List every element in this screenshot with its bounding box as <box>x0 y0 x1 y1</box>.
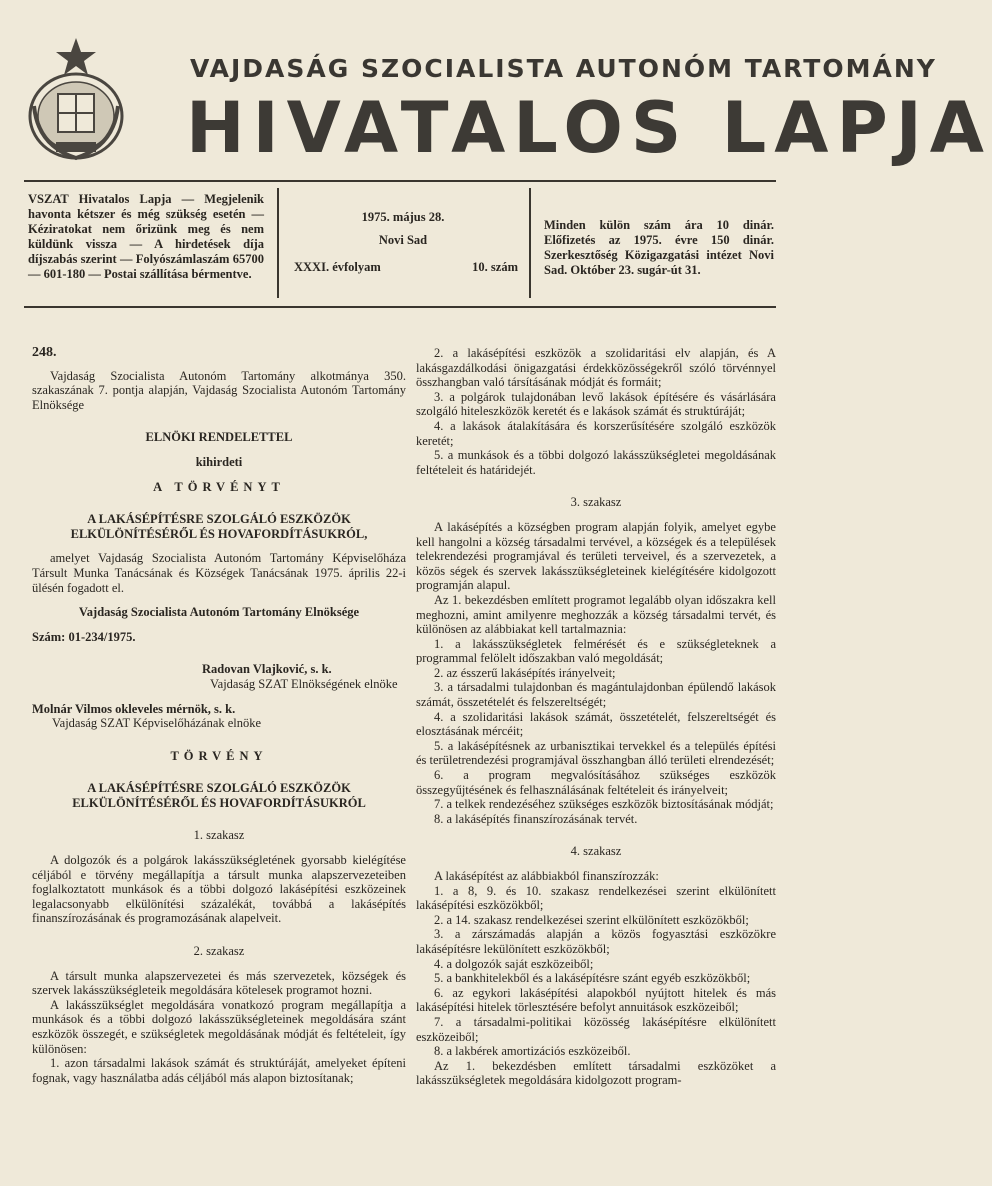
law-heading: TÖRVÉNY <box>170 748 268 763</box>
intro-text: Vajdaság Szocialista Autonóm Tartomány alkotmánya 350. szakaszának 7. pontja alapján, Vajdaság Szocialista Autonóm Tartomány Elnöksége <box>32 368 406 412</box>
law-title: A LAKÁSÉPÍTÉSRE SZOLGÁLÓ ESZKÖZÖK ELKÜLÖNÍTÉSÉRŐL ÉS HOVAFORDÍTÁSUKRÓL, <box>70 512 368 541</box>
issue-place: Novi Sad <box>378 233 428 247</box>
list-a-item-2: 2. a lakásépítési eszközök a szolidaritási elv alapján, és A lakásgazdálkodási önigazgatási érdekközösségekről szóló törvénnyel összhangban való társításának módját és formáit; <box>416 346 776 390</box>
list-b-item-3: 3. a társadalmi tulajdonban és magántulajdonban épülendő lakások számát, összetételét és felszereltségét; <box>416 680 776 710</box>
section-4-paragraph-2: Az 1. bekezdésben említett társadalmi eszközöket a lakásszükségletek megoldására kidolgozott program- <box>416 1058 776 1088</box>
list-b-item-2: 2. az ésszerű lakásépítés irányelveit; <box>434 665 616 680</box>
act-number: 248. <box>32 345 57 360</box>
section-1-text: A dolgozók és a polgárok lakásszükségletének gyorsabb kielégítése céljából e törvény megállapítja a társult munka alapszervezeteiben foglalkoztatott munkások és a többi dolgozó lakásépítési eszközeinek legalacsonyabb elkülönítési százalékát, továbbá a lakásépítés finanszírozásának és programozásának alapelveit. <box>32 853 406 926</box>
announces-text: kihirdeti <box>195 454 243 469</box>
list-c-item-7: 7. a társadalmi-politikai közösség lakásépítésre elkülönített eszközeiből; <box>416 1014 776 1044</box>
masthead-subtitle: VAJDASÁG SZOCIALISTA AUTONÓM TARTOMÁNY <box>190 54 937 83</box>
list-b-item-6: 6. a program megvalósításához szükséges eszközök összegyűjtésének és felhasználásának feltételeit és irányelveit; <box>416 768 776 797</box>
left-column <box>32 346 406 1085</box>
presidency-text: Vajdaság Szocialista Autonóm Tartomány Elnöksége <box>78 605 360 620</box>
section-3-paragraph-2: Az 1. bekezdésben említett programot legalább olyan időszakra kell meghozni, amint amilyenre meghozzák a község társadalmi tervét, és különösen az alábbiakat kell tartalmaznia: <box>416 592 776 637</box>
section-2-item-1: 1. azon társadalmi lakások számát és struktúráját, amelyeket építeni fognak, vagy használatba adás céljából más alapon biztosítanak; <box>32 1056 406 1085</box>
info-left: VSZAT Hivatalos Lapja — Megjelenik havonta kétszer és még szükség esetén — Kéziratokat nem őrizünk meg és nem küldünk vissza — A hirdetések díja díjszabás szerint — Folyószámlaszám 65700 — 601-180 — Postai szállítása bérmentve. <box>28 192 264 281</box>
section-3-paragraph-1: A lakásépítés a községben program alapján folyik, amelyet egybe kell hangolni a község társadalmi tervével, a községek és a települések telekrendezési programjával és területi terveivel, és a szervezetek, a közös ségek és szervek lakásszükségleteinek kielégítésére kidolgozott programján alapul. <box>416 519 776 593</box>
decree-heading: ELNÖKI RENDELETTEL <box>145 430 293 445</box>
header-rule-top <box>24 180 776 182</box>
right-column <box>416 346 776 1088</box>
law-title-2: A LAKÁSÉPÍTÉSRE SZOLGÁLÓ ESZKÖZÖK ELKÜLÖNÍTÉSÉRŐL ÉS HOVAFORDÍTÁSUKRÓL <box>72 781 366 810</box>
list-c-item-5: 5. a bankhitelekből és a lakásépítésre szánt egyéb eszközökből; <box>434 971 751 986</box>
list-b-item-7: 7. a telkek rendezéséhez szükséges eszközök biztosításának módját; <box>434 797 774 812</box>
list-b-item-8: 8. a lakásépítés finanszírozásának tervét. <box>434 811 638 826</box>
list-b-item-1: 1. a lakásszükségletek felmérését és e szükségleteknek a programmal felölelt időszakban való megoldását; <box>416 636 776 666</box>
header-divider-right <box>529 188 531 298</box>
section-2-paragraph-2: A lakásszükséglet megoldására vonatkozó program megállapítja a munkások és a többi dolgozó lakásszükségleteinek megoldására szánt eszközök összegét, e szükségletek megoldásának módját és feltételeit, így különösen: <box>32 997 406 1056</box>
signatory-2-name: Molnár Vilmos okleveles mérnök, s. k. <box>32 701 236 716</box>
section-3-heading: 3. szakasz <box>570 495 622 510</box>
signatory-1-title: Vajdaság SZAT Elnökségének elnöke <box>210 676 398 691</box>
list-b-item-4: 4. a szolidaritási lakások számát, összetételét, felszereltségét és elosztásának mércéit; <box>416 709 776 739</box>
list-a-item-3: 3. a polgárok tulajdonában levő lakások építésére és vásárlására szolgáló hiteleszközök keretét és e lakások számát és struktúráját; <box>416 389 776 419</box>
list-c-item-2: 2. a 14. szakasz rendelkezései szerint elkülönített eszközökből; <box>434 912 749 927</box>
section-4-heading: 4. szakasz <box>570 844 622 859</box>
section-4-paragraph-1: A lakásépítést az alábbiakból finanszírozzák: <box>434 869 659 883</box>
emblem-seal <box>24 36 128 164</box>
info-right: Minden külön szám ára 10 dinár. Előfizetés az 1975. évre 150 dinár. Szerkesztőség Közigazgatási intézet Novi Sad. Október 23. sugár-út 31. <box>544 218 774 277</box>
list-c-item-4: 4. a dolgozók saját eszközeiből; <box>434 956 594 971</box>
list-c-item-8: 8. a lakbérek amortizációs eszközeiből. <box>434 1044 631 1059</box>
masthead-title: HIVATALOS LAPJA <box>186 87 992 169</box>
list-c-item-3: 3. a zárszámadás alapján a közös fogyasztási eszközökre lakásépítésre lekülönített eszközökből; <box>416 927 776 956</box>
adopted-text: amelyet Vajdaság Szocialista Autonóm Tartomány Képviselőháza Társult Munka Tanácsának és Községek Tanácsának 1975. április 22-i ülésén fogadott el. <box>32 551 406 595</box>
section-2-heading: 2. szakasz <box>193 944 245 959</box>
list-a-item-4: 4. a lakások átalakítására és korszerűsítésére szolgáló eszközök keretét; <box>416 418 776 448</box>
the-law-heading: A TÖRVÉNYT <box>153 479 285 494</box>
header-rule-bottom <box>24 306 776 308</box>
issue-number: 10. szám <box>472 260 518 274</box>
list-b-item-5: 5. a lakásépítésnek az urbanisztikai tervekkel és a település építési és területrendezési programjával összhangban álló területi elrendezését; <box>416 738 776 768</box>
issue-date: 1975. május 28. <box>361 210 445 224</box>
issue-volume: XXXI. évfolyam <box>294 260 381 274</box>
list-c-item-6: 6. az egykori lakásépítési alapokból nyújtott hitelek és más lakásépítési hitelek törlesztésére befolyt annuitások eszközeiből; <box>416 985 776 1015</box>
signatory-2-title: Vajdaság SZAT Képviselőházának elnöke <box>52 716 262 731</box>
signatory-1-name: Radovan Vlajković, s. k. <box>202 662 332 677</box>
reference-number: Szám: 01-234/1975. <box>32 629 136 644</box>
section-1-heading: 1. szakasz <box>193 828 245 843</box>
section-2-paragraph-1: A társult munka alapszervezetei és más szervezetek, községek és szervek lakásszükségleteik megoldására kötelesek programot hozni. <box>32 968 406 998</box>
list-a-item-5: 5. a munkások és a többi dolgozó lakásszükségletei megoldásának feltételeit és határidejét. <box>416 448 776 477</box>
list-c-item-1: 1. a 8, 9. és 10. szakasz rendelkezései szerint elkülönített lakásépítési eszközökből; <box>416 883 776 913</box>
header-divider-left <box>277 188 279 298</box>
